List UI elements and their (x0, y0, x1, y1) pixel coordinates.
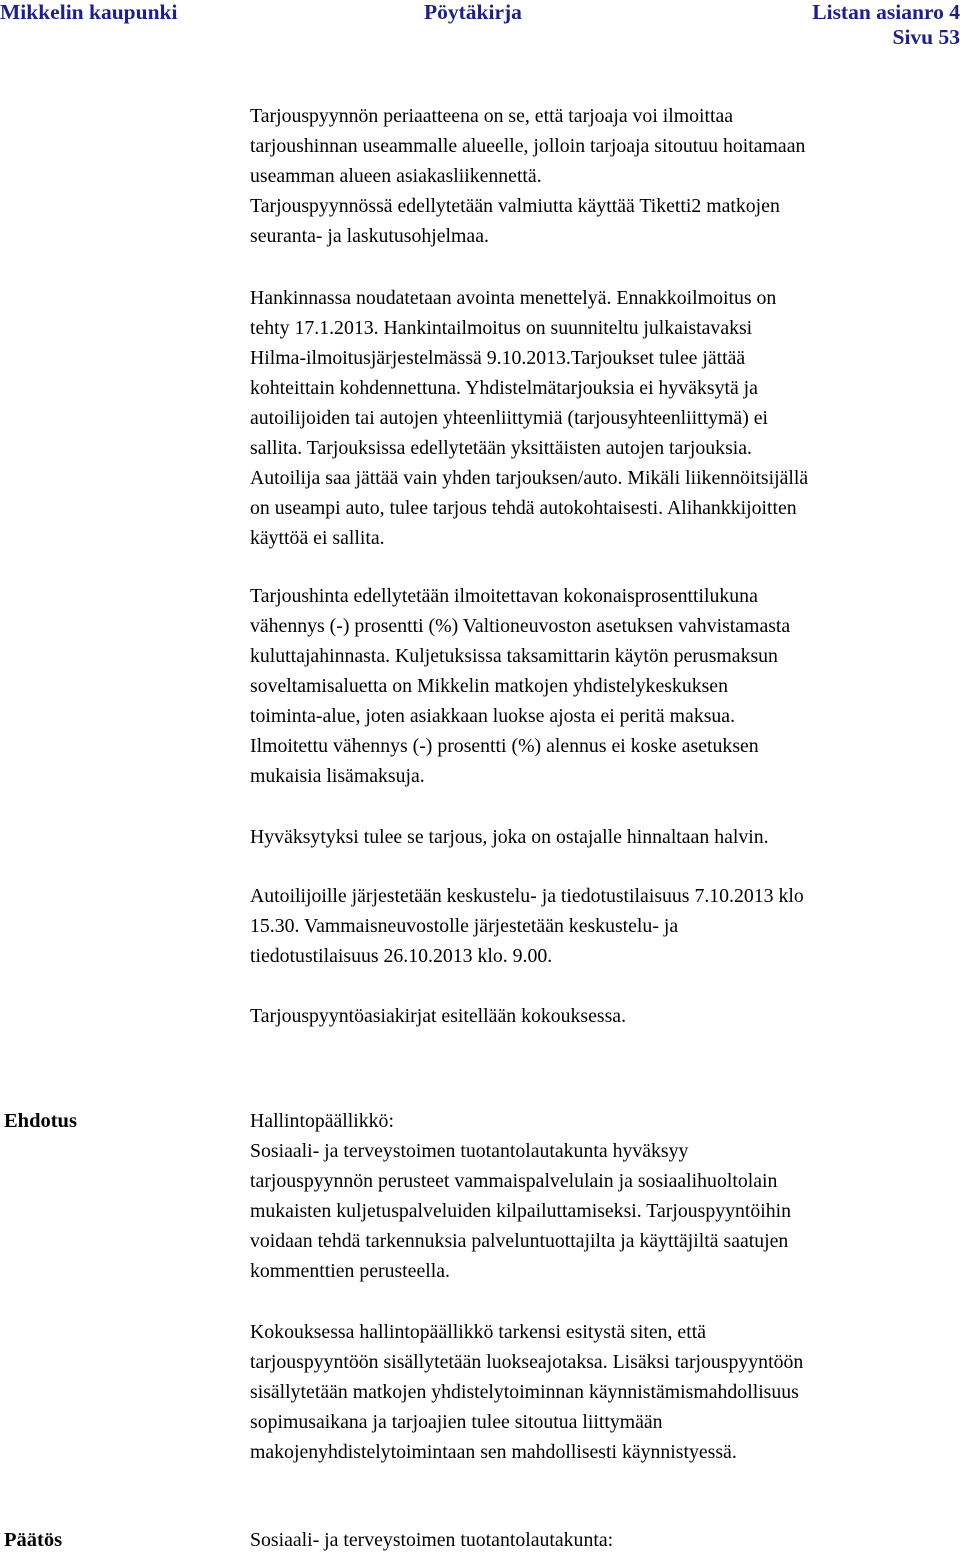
paragraph-principle: Tarjouspyynnön periaatteena on se, että tarjoaja voi ilmoittaa tarjoushinnan useammalle alueelle, jolloin tarjoaja sitoutuu hoitamaan useamman alueen asiakasliikennettä. Tarjouspyynnössä edellytetään valmiutta käyttää Tiketti2 matkojen seuranta- ja laskutusohjelmaa. (250, 105, 806, 247)
ehdotus-meeting-clarification: Kokouksessa hallintopäällikkö tarkensi esitystä siten, että tarjouspyyntöön sisällytetään luokseajotaksa. Lisäksi tarjouspyyntöön sisällytetään matkojen yhdistelytoiminnan käynnistämismahdollisuus sopimusaikana ja tarjoajien tulee sitoutua liittymään makojenyhdistelytoimintaan sen mahdollisesti käynnistyessä. (250, 1321, 804, 1463)
paragraph-info-sessions: Autoilijoille järjestetään keskustelu- ja tiedotustilaisuus 7.10.2013 klo 15.30. Vammaisneuvostolle järjestetään keskustelu- ja tiedotustilaisuus 26.10.2013 klo. 9.00. (250, 885, 804, 967)
paragraph-acceptance: Hyväksytyksi tulee se tarjous, joka on ostajalle hinnaltaan halvin. (250, 826, 769, 848)
header-document-type: Pöytäkirja (424, 0, 522, 24)
ehdotus-proposal: Hallintopäällikkö: Sosiaali- ja terveystoimen tuotantolautakunta hyväksyy tarjouspyynnön perusteet vammaispalvelulain ja sosiaalihuoltolain mukaisten kuljetuspalveluiden kilpailuttamiseksi. Tarjouspyyntöihin voidaan tehdä tarkennuksia palveluntuottajilta ja käyttäjiltä saatujen kommenttien perusteella. (250, 1106, 791, 1286)
header-organization: Mikkelin kaupunki (0, 0, 178, 24)
section-label-paatos: Päätös (4, 1529, 63, 1551)
header-item-number: Listan asianro 4 (812, 0, 960, 24)
paragraph-pricing: Tarjoushinta edellytetään ilmoitettavan kokonaisprosenttilukuna vähennys (-) prosentti (%) Valtioneuvoston asetuksen vahvistamasta kuluttajahinnasta. Kuljetuksissa taksamittarin käytön perusmaksun soveltamisaluetta on Mikkelin matkojen yhdistelykeskuksen toiminta-alue, joten asiakkaan luokse ajosta ei peritä maksua. Ilmoitettu vähennys (-) prosentti (%) alennus ei koske asetuksen mukaisia lisämaksuja. (250, 585, 791, 787)
header-page-number: Sivu 53 (892, 25, 960, 49)
paragraph-procurement: Hankinnassa noudatetaan avointa menettelyä. Ennakkoilmoitus on tehty 17.1.2013. Hankintailmoitus on suunniteltu julkaistavaksi Hilma-ilmoitusjärjestelmässä 9.10.2013.Tarjoukset tulee jättää kohteittain kohdennettuna. Yhdistelmätarjouksia ei hyväksytä ja autoilijoiden tai autojen yhteenliittymiä (tarjousyhteenliittymä) ei sallita. Tarjouksissa edellytetään yksittäisten autojen tarjouksia. Autoilija saa jättää vain yhden tarjouksen/auto. Mikäli liikennöitsijällä on useampi auto, tulee tarjous tehdä autokohtaisesti. Alihankkijoitten käyttöä ei sallita. (250, 287, 809, 549)
paragraph-documents: Tarjouspyyntöasiakirjat esitellään kokouksessa. (250, 1005, 627, 1027)
header-page-info (812, 0, 960, 50)
proposal-author: Hallintopäällikkö: (250, 1110, 394, 1132)
section-label-ehdotus: Ehdotus (4, 1110, 77, 1132)
paatos-text: Sosiaali- ja terveystoimen tuotantolautakunta: (250, 1529, 614, 1551)
